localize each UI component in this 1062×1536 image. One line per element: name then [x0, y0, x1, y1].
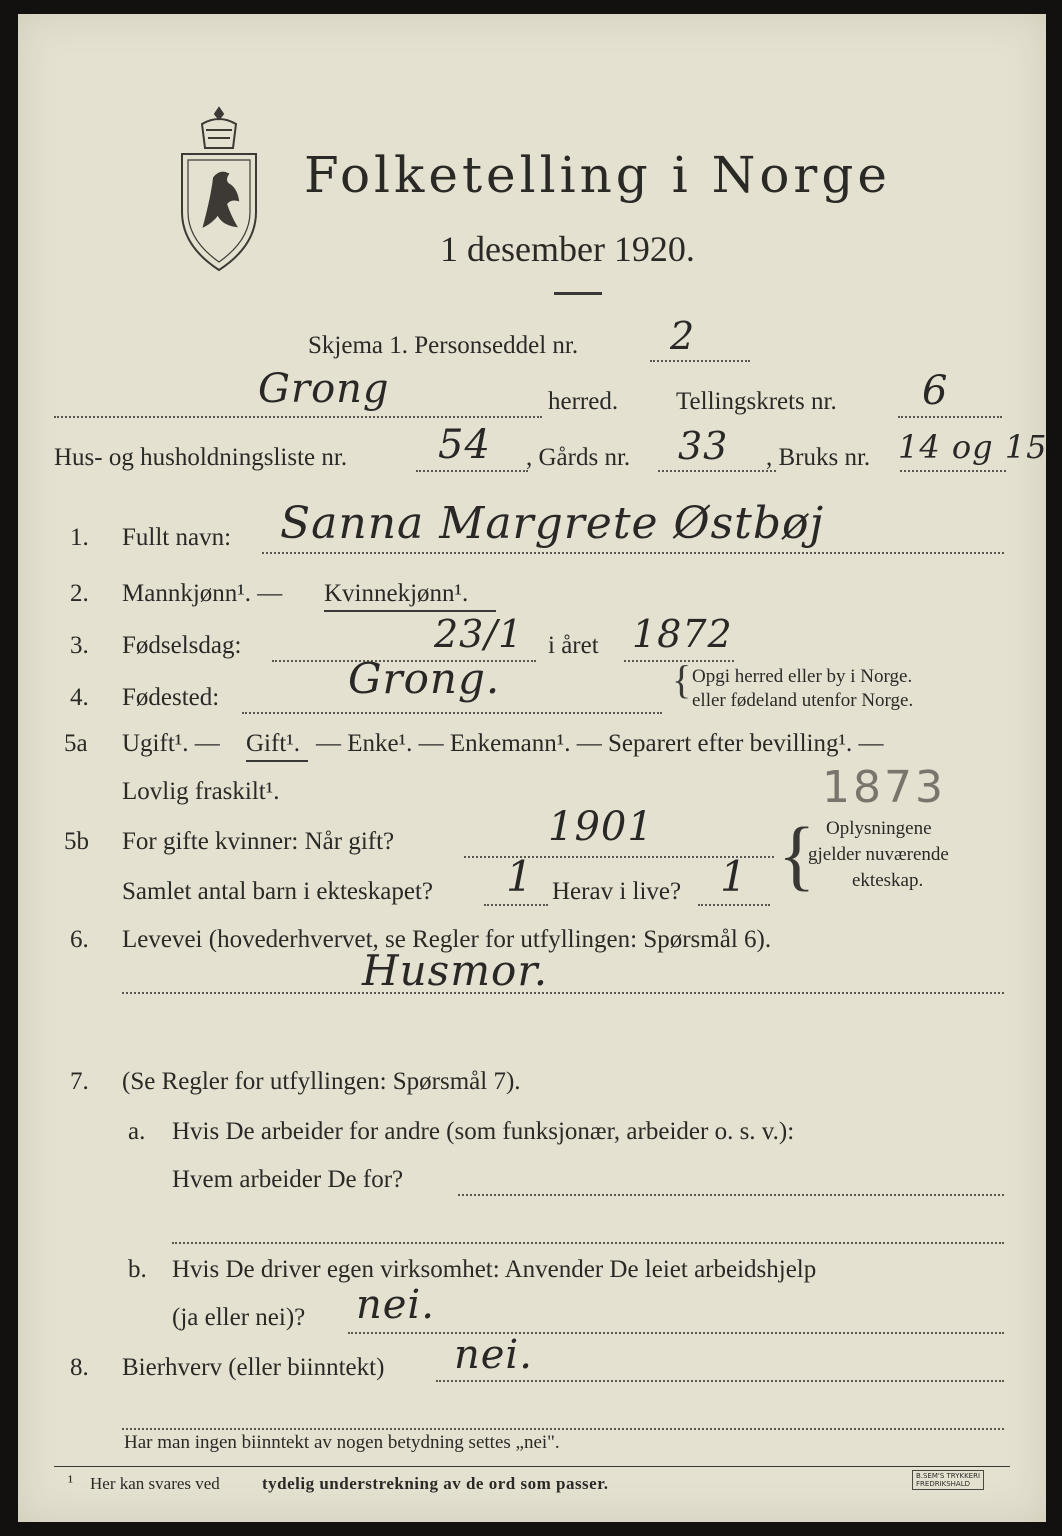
q5a-gift-underline: [246, 760, 308, 762]
bruks-label: , Bruks nr.: [766, 444, 871, 471]
q1-dotline: [262, 552, 1004, 554]
krets-label: Tellingskrets nr.: [676, 388, 837, 415]
q8-dotline-2[interactable]: [122, 1428, 1004, 1430]
q8-number: 8.: [70, 1354, 89, 1381]
q5b-note-2: gjelder nuværende: [808, 844, 949, 865]
coat-of-arms-icon: [176, 106, 262, 276]
schema-value[interactable]: 2: [670, 314, 696, 358]
q4-note-1: Opgi herred eller by i Norge.: [692, 666, 913, 687]
q5b-number: 5b: [64, 828, 89, 855]
krets-value[interactable]: 6: [922, 368, 949, 414]
household-dotline: [416, 470, 528, 472]
gards-label: , Gårds nr.: [526, 444, 631, 471]
q5b-brace: {: [778, 811, 816, 898]
herred-label: herred.: [548, 388, 619, 415]
q2-female-option[interactable]: Kvinnekjønn¹.: [324, 580, 469, 607]
occupation-value[interactable]: Husmor.: [362, 946, 549, 995]
q7-label: (Se Regler for utfyllingen: Spørsmål 7).: [122, 1068, 521, 1095]
q1-number: 1.: [70, 524, 89, 551]
q5b-alive-dotline: [698, 904, 770, 906]
q5b-children-dotline: [484, 904, 548, 906]
employ-help-value[interactable]: nei.: [356, 1282, 435, 1328]
q7a-dotline-2[interactable]: [172, 1242, 1004, 1244]
form-title: Folketelling i Norge: [304, 146, 891, 204]
q7b-question: (ja eller nei)?: [172, 1304, 306, 1331]
q4-brace: {: [672, 657, 692, 702]
printer-stamp: [912, 1470, 984, 1490]
q5a-number: 5a: [64, 730, 88, 757]
q7a-label: Hvis De arbeider for andre (som funksjonær, arbeider o. s. v.):: [172, 1118, 795, 1145]
q6-dotline: [122, 992, 1004, 994]
birthyear-value[interactable]: 1872: [632, 612, 733, 656]
q5b-alive-label: Herav i live?: [552, 878, 682, 905]
gards-dotline: [658, 470, 776, 472]
birthday-value[interactable]: 23/1: [434, 612, 524, 656]
q4-note-2: eller fødeland utenfor Norge.: [692, 690, 914, 711]
household-label: Hus- og husholdningsliste nr.: [54, 444, 348, 471]
q5a-fraskilt-option[interactable]: Lovlig fraskilt¹.: [122, 778, 280, 805]
q3-year-label: i året: [548, 632, 599, 659]
footnote-text-b: tydelig understrekning av de ord som passer.: [262, 1474, 609, 1493]
q3-number: 3.: [70, 632, 89, 659]
footer-note: Har man ingen biinntekt av nogen betydning settes „nei".: [124, 1432, 560, 1453]
q7b-label: Hvis De driver egen virksomhet: Anvender De leiet arbeidshjelp: [172, 1256, 817, 1283]
printer-stamp-line-1: B.SEM'S TRYKKERI: [916, 1472, 981, 1480]
herred-value[interactable]: Grong: [258, 366, 390, 412]
q7a-question: Hvem arbeider De for?: [172, 1166, 404, 1193]
schema-label: Skjema 1. Personseddel nr.: [308, 332, 579, 359]
married-year-value[interactable]: 1901: [548, 804, 654, 850]
gards-value[interactable]: 33: [678, 424, 729, 468]
q2-number: 2.: [70, 580, 89, 607]
footnote-mark: ¹: [68, 1472, 74, 1491]
q5b-note-1: Oplysningene: [826, 818, 932, 839]
q5a-ugift-option[interactable]: Ugift¹. —: [122, 730, 220, 757]
children-alive-value[interactable]: 1: [720, 852, 748, 901]
fullname-value[interactable]: Sanna Margrete Østbøj: [280, 498, 825, 549]
household-value[interactable]: 54: [438, 422, 491, 468]
side-income-value[interactable]: nei.: [454, 1332, 533, 1378]
q7b-dotline: [348, 1332, 1004, 1334]
q5b-children-label: Samlet antal barn i ekteskapet?: [122, 878, 433, 905]
q5a-other-options[interactable]: — Enke¹. — Enkemann¹. — Separert efter bevilling¹. —: [316, 730, 884, 757]
q8-dotline-1: [436, 1380, 1004, 1382]
q5b-label: For gifte kvinner: Når gift?: [122, 828, 395, 855]
schema-dotline: [650, 360, 750, 362]
q4-dotline: [242, 712, 662, 714]
q7a-letter: a.: [128, 1118, 146, 1145]
census-date: 1 desember 1920.: [440, 229, 695, 269]
q4-label: Fødested:: [122, 684, 220, 711]
q8-label: Bierhverv (eller biinntekt): [122, 1354, 385, 1381]
census-form-page: [18, 14, 1046, 1522]
krets-dotline: [898, 416, 1002, 418]
q5b-note-3: ekteskap.: [852, 870, 924, 891]
q4-number: 4.: [70, 684, 89, 711]
title-divider: [554, 292, 602, 295]
q6-number: 6.: [70, 926, 89, 953]
q7a-dotline-1[interactable]: [458, 1194, 1004, 1196]
footnote-text-a: Her kan svares ved: [90, 1474, 220, 1493]
herred-dotline: [54, 416, 542, 418]
q7b-letter: b.: [128, 1256, 147, 1283]
children-count-value[interactable]: 1: [506, 852, 534, 901]
q3-label: Fødselsdag:: [122, 632, 242, 659]
printer-stamp-line-2: FREDRIKSHALD: [916, 1480, 971, 1488]
birthplace-value[interactable]: Grong.: [348, 654, 501, 703]
q1-label: Fullt navn:: [122, 524, 232, 551]
q7-number: 7.: [70, 1068, 89, 1095]
bruks-dotline: [900, 470, 1006, 472]
q5a-annotation: 1873: [822, 762, 946, 813]
q5a-gift-option[interactable]: Gift¹.: [246, 730, 301, 757]
q6-label: Levevei (hovederhvervet, se Regler for utfyllingen: Spørsmål 6).: [122, 926, 772, 953]
q2-male-option[interactable]: Mannkjønn¹. —: [122, 580, 283, 607]
footer-rule: [54, 1466, 1010, 1467]
bruks-value[interactable]: 14 og 15: [898, 428, 1048, 466]
